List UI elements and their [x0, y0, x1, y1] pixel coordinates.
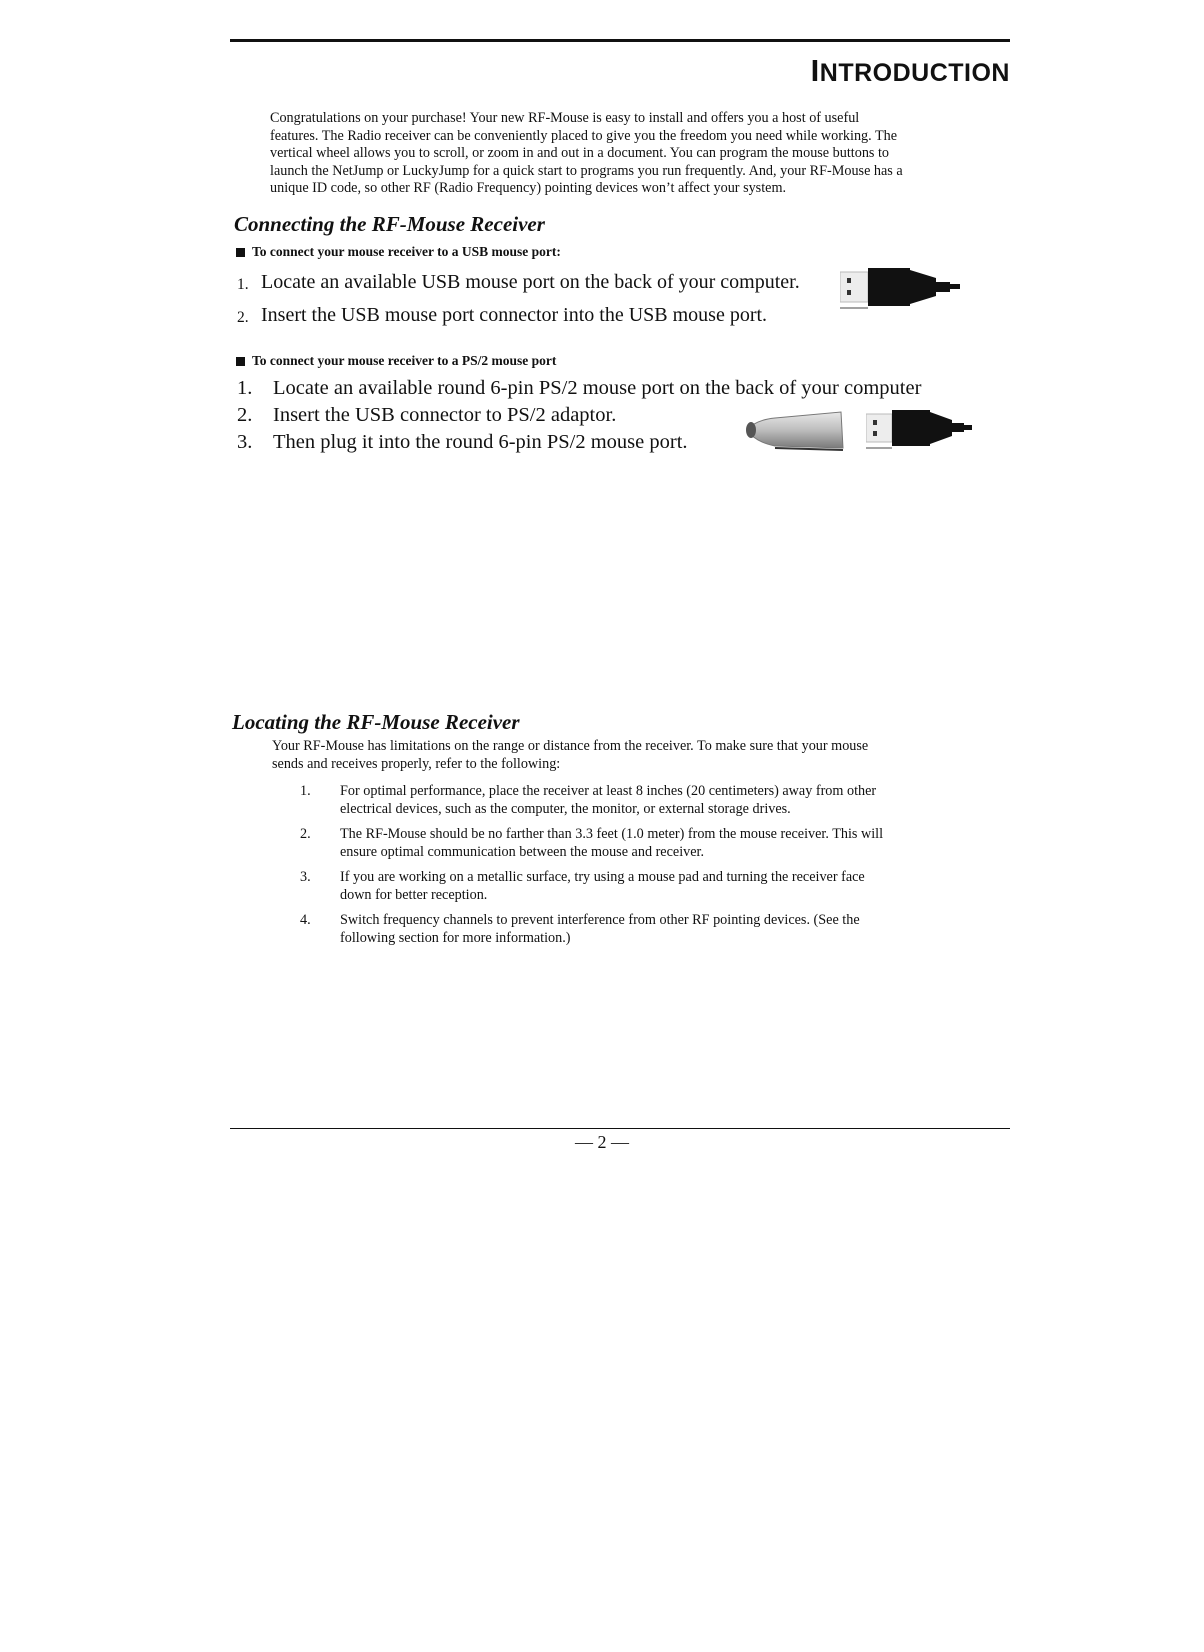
step-number: 2.	[237, 309, 249, 326]
locating-intro	[272, 737, 972, 773]
square-bullet-icon	[236, 248, 245, 257]
intro-line: features. The Radio receiver can be conveniently placed to give you the freedom you need while working. The	[270, 127, 898, 144]
square-bullet-icon	[236, 357, 245, 366]
list-item-line: If you are working on a metallic surface, try using a mouse pad and turning the receiver face	[340, 869, 865, 885]
list-item-number: 2.	[300, 826, 311, 842]
usb-subheading	[236, 244, 561, 260]
page-title-rest: NTRODUCTION	[819, 59, 1010, 87]
step-number: 1.	[237, 276, 249, 293]
ps2-subheading	[236, 353, 556, 369]
list-item-text	[340, 825, 883, 861]
step-text: Insert the USB connector to PS/2 adaptor.	[273, 404, 617, 426]
intro-line: unique ID code, so other RF (Radio Frequency) pointing devices won’t affect your system.	[270, 180, 787, 196]
list-item-line: ensure optimal communication between the mouse and receiver.	[340, 844, 705, 860]
step-text: Locate an available round 6-pin PS/2 mouse port on the back of your computer	[273, 377, 922, 399]
usb-subheading-text: To connect your mouse receiver to a USB mouse port:	[252, 244, 561, 259]
header-rule	[230, 39, 1010, 42]
locating-section-title: Locating the RF-Mouse Receiver	[232, 710, 520, 734]
footer-rule	[230, 1128, 1010, 1129]
list-item-line: For optimal performance, place the receiver at least 8 inches (20 centimeters) away from other	[340, 783, 877, 799]
list-item	[300, 782, 990, 818]
ps2-adapter-icon	[745, 408, 860, 456]
usb-step	[237, 267, 800, 300]
intro-line: vertical wheel allows you to scroll, or zoom in and out in a document. You can program the mouse buttons to	[270, 145, 890, 161]
list-item-number: 4.	[300, 912, 311, 928]
intro-paragraph	[270, 110, 1010, 198]
list-item	[300, 868, 990, 904]
intro-line: launch the NetJump or LuckyJump for a quick start to programs you run frequently. And, your RF-Mouse has a	[270, 162, 903, 179]
step-number: 3.	[237, 431, 253, 453]
list-item-text	[340, 868, 865, 904]
locating-list	[300, 782, 990, 954]
list-item	[300, 825, 990, 861]
locating-intro-line: sends and receives properly, refer to the following:	[272, 756, 561, 772]
step-text: Then plug it into the round 6-pin PS/2 mouse port.	[273, 431, 688, 453]
list-item-line: Switch frequency channels to prevent interference from other RF pointing devices. (See the	[340, 912, 860, 928]
usb-connector-icon	[840, 264, 990, 314]
usb-steps	[237, 267, 800, 333]
page-title-initial: I	[810, 53, 820, 88]
list-item-number: 1.	[300, 783, 311, 799]
step-text: Locate an available USB mouse port on the back of your computer.	[261, 271, 800, 293]
ps2-subheading-text: To connect your mouse receiver to a PS/2 mouse port	[252, 353, 557, 368]
page-title	[811, 53, 1010, 89]
step-number: 1.	[237, 377, 253, 399]
locating-intro-line: Your RF-Mouse has limitations on the range or distance from the receiver. To make sure that your mouse	[272, 738, 869, 754]
list-item-line: electrical devices, such as the computer, the monitor, or external storage drives.	[340, 801, 791, 817]
connecting-section-title: Connecting the RF-Mouse Receiver	[234, 212, 545, 236]
list-item-line: following section for more information.)	[340, 930, 571, 946]
list-item-line: The RF-Mouse should be no farther than 3.3 feet (1.0 meter) from the mouse receiver. This will	[340, 826, 884, 842]
intro-line: Congratulations on your purchase! Your new RF-Mouse is easy to install and offers you a host of useful	[270, 110, 860, 126]
usb-connector-icon	[866, 408, 986, 452]
ps2-step	[237, 375, 921, 402]
list-item-text	[340, 782, 876, 818]
usb-step	[237, 300, 800, 333]
list-item	[300, 911, 990, 947]
step-number: 2.	[237, 404, 253, 426]
page-number: — 2 —	[575, 1132, 629, 1152]
list-item-text	[340, 911, 860, 947]
list-item-number: 3.	[300, 869, 311, 885]
step-text: Insert the USB mouse port connector into the USB mouse port.	[261, 304, 768, 326]
list-item-line: down for better reception.	[340, 887, 488, 903]
